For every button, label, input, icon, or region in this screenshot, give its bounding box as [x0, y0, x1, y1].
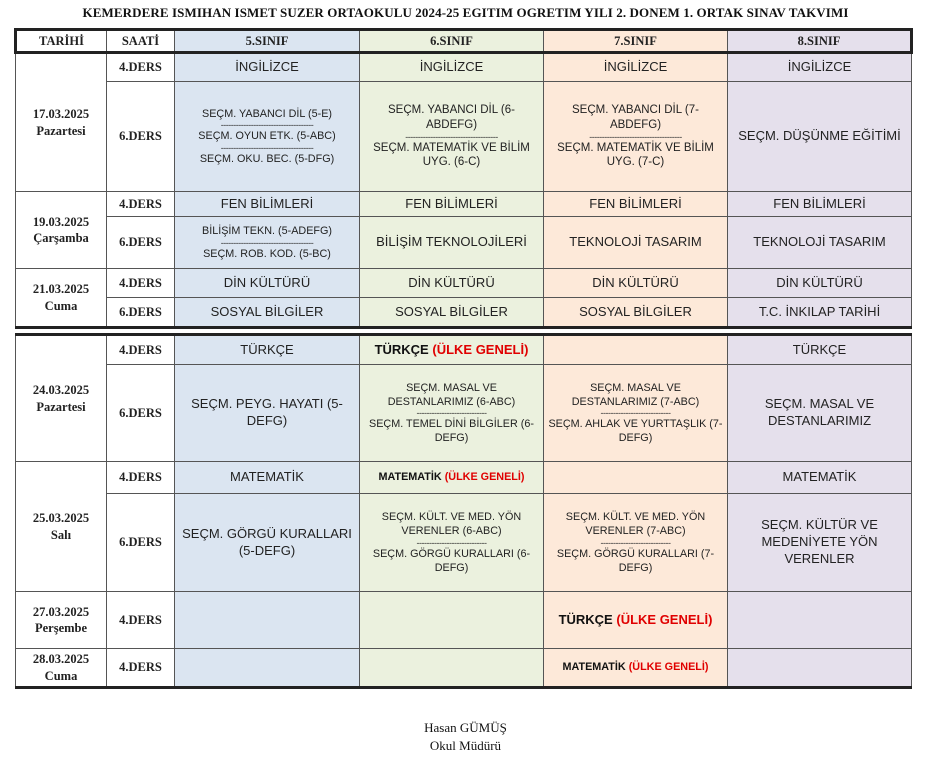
- exam-cell: DİN KÜLTÜRÜ: [544, 269, 728, 298]
- header-grade-8: 8.SINIF: [728, 30, 912, 53]
- exam-cell: [728, 649, 912, 688]
- exam-cell: SEÇM. GÖRGÜ KURALLARI (5-DEFG): [175, 494, 360, 592]
- exam-line: SEÇM. KÜLT. VE MED. YÖN VERENLER (6-ABC): [381, 511, 522, 538]
- date-cell: [16, 462, 107, 592]
- separator: -------------------------------------: [405, 131, 498, 142]
- page-title: KEMERDERE ISMIHAN ISMET SUZER ORTAOKULU 2024-25 EGITIM OGRETIM YILI 2. DONEM 1. ORTAK SINAV TAKVIMI: [82, 5, 849, 20]
- exam-cell: SEÇM. MASAL VE DESTANLARIMIZ: [728, 365, 912, 462]
- date-cell: [16, 53, 107, 192]
- exam-line: SEÇM. TEMEL DİNİ BİLGİLER (6-DEFG): [369, 418, 534, 445]
- period-cell: 6.DERS: [107, 494, 175, 592]
- date-value: 17.03.2025: [32, 107, 90, 122]
- table-row: [16, 53, 912, 82]
- table-row: [16, 217, 912, 269]
- table-row: [16, 365, 912, 462]
- separator: -------------------------------------: [220, 237, 314, 248]
- separator: ----------------------------: [416, 537, 487, 548]
- national-exam-note: (ÜLKE GENELİ): [444, 471, 525, 484]
- exam-cell: DİN KÜLTÜRÜ: [175, 269, 360, 298]
- exam-line: SEÇM. YABANCI DİL (7-ABDEFG): [572, 103, 699, 131]
- exam-line: SEÇM. OYUN ETK. (5-ABC): [198, 130, 336, 143]
- day-name: Cuma: [44, 298, 78, 313]
- exam-line: BİLİŞİM TEKN. (5-ADEFG): [202, 225, 332, 238]
- national-exam-note: (ÜLKE GENELİ): [616, 611, 713, 627]
- header-grade-6: 6.SINIF: [360, 30, 544, 53]
- exam-cell: [728, 592, 912, 649]
- exam-line: SEÇM. MATEMATİK VE BİLİM UYG. (6-C): [373, 141, 530, 169]
- period-cell: 4.DERS: [107, 53, 175, 82]
- exam-line: TÜRKÇE: [558, 611, 613, 627]
- exam-cell: [175, 649, 360, 688]
- exam-cell: TÜRKÇE: [728, 335, 912, 365]
- period-cell: 6.DERS: [107, 82, 175, 192]
- period-cell: 4.DERS: [107, 192, 175, 217]
- exam-cell: [544, 462, 728, 494]
- exam-cell: TEKNOLOJİ TASARIM: [544, 217, 728, 269]
- exam-cell: SOSYAL BİLGİLER: [360, 298, 544, 328]
- exam-cell: [175, 217, 360, 269]
- exam-cell: İNGİLİZCE: [728, 53, 912, 82]
- exam-cell: SEÇM. PEYG. HAYATI (5-DEFG): [175, 365, 360, 462]
- table-row: [16, 192, 912, 217]
- day-name: Perşembe: [34, 621, 88, 635]
- exam-cell: MATEMATİK: [175, 462, 360, 494]
- exam-line: SEÇM. YABANCI DİL (5-E): [202, 108, 332, 121]
- period-cell: 4.DERS: [107, 462, 175, 494]
- signature-role: Okul Müdürü: [429, 738, 502, 753]
- period-cell: 6.DERS: [107, 365, 175, 462]
- exam-line: MATEMATİK: [378, 471, 442, 484]
- national-exam-note: (ÜLKE GENELİ): [432, 341, 529, 357]
- exam-line: SEÇM. ROB. KOD. (5-BC): [203, 247, 331, 260]
- exam-line: SEÇM. OKU. BEC. (5-DFG): [199, 152, 335, 165]
- exam-cell: FEN BİLİMLERİ: [175, 192, 360, 217]
- date-cell: [16, 269, 107, 328]
- header-row: [16, 30, 912, 53]
- exam-cell: [360, 649, 544, 688]
- date-cell: [16, 592, 107, 649]
- exam-cell: [360, 592, 544, 649]
- date-value: 19.03.2025: [32, 214, 90, 229]
- exam-line: SEÇM. MATEMATİK VE BİLİM UYG. (7-C): [557, 141, 714, 169]
- table-row: [16, 335, 912, 365]
- day-name: Pazartesi: [36, 399, 86, 414]
- exam-line: SEÇM. GÖRGÜ KURALLARI (6-DEFG): [372, 547, 531, 574]
- period-cell: 6.DERS: [107, 298, 175, 328]
- separator: ----------------------------: [600, 537, 671, 548]
- exam-cell: SOSYAL BİLGİLER: [544, 298, 728, 328]
- exam-cell: [360, 365, 544, 462]
- exam-cell: İNGİLİZCE: [544, 53, 728, 82]
- table-row: [16, 82, 912, 192]
- day-name: Salı: [50, 527, 72, 542]
- exam-line: MATEMATİK: [562, 661, 626, 674]
- exam-cell: [360, 82, 544, 192]
- exam-line: SEÇM. YABANCI DİL (6-ABDEFG): [388, 103, 515, 131]
- separator: -------------------------------------: [220, 120, 314, 131]
- exam-cell: [544, 335, 728, 365]
- table-row: [16, 298, 912, 328]
- date-value: 21.03.2025: [32, 282, 90, 297]
- national-exam-note: (ÜLKE GENELİ): [628, 661, 709, 674]
- exam-cell: SEÇM. DÜŞÜNME EĞİTİMİ: [728, 82, 912, 192]
- exam-line: TÜRKÇE: [374, 341, 429, 357]
- period-cell: 4.DERS: [107, 592, 175, 649]
- exam-line: SEÇM. MASAL VE DESTANLARIMIZ (6-ABC): [387, 381, 516, 408]
- exam-cell: [360, 494, 544, 592]
- separator: ----------------------------: [416, 408, 487, 418]
- period-cell: 4.DERS: [107, 269, 175, 298]
- table-row: [16, 269, 912, 298]
- period-cell: 4.DERS: [107, 335, 175, 365]
- date-cell: [16, 335, 107, 462]
- exam-cell: [175, 82, 360, 192]
- day-name: Çarşamba: [33, 231, 89, 245]
- table-row: [16, 649, 912, 688]
- exam-cell: SEÇM. KÜLTÜR VE MEDENİYETE YÖN VERENLER: [728, 494, 912, 592]
- exam-cell: İNGİLİZCE: [360, 53, 544, 82]
- section-gap: [16, 328, 912, 335]
- date-cell: [16, 649, 107, 688]
- day-name: Pazartesi: [36, 123, 86, 138]
- separator: -------------------------------------: [589, 131, 682, 142]
- exam-line: SEÇM. AHLAK VE YURTTAŞLIK (7-DEFG): [548, 418, 723, 445]
- header-grade-7: 7.SINIF: [544, 30, 728, 53]
- separator: ----------------------------: [600, 408, 671, 418]
- header-time: SAATİ: [107, 30, 175, 53]
- exam-cell: [544, 649, 728, 688]
- table-row: [16, 462, 912, 494]
- exam-cell: DİN KÜLTÜRÜ: [728, 269, 912, 298]
- exam-cell: DİN KÜLTÜRÜ: [360, 269, 544, 298]
- period-cell: 6.DERS: [107, 217, 175, 269]
- exam-cell: BİLİŞİM TEKNOLOJİLERİ: [360, 217, 544, 269]
- date-value: 28.03.2025: [32, 652, 90, 667]
- exam-cell: TEKNOLOJİ TASARIM: [728, 217, 912, 269]
- exam-line: SEÇM. KÜLT. VE MED. YÖN VERENLER (7-ABC): [565, 511, 706, 538]
- exam-cell: FEN BİLİMLERİ: [360, 192, 544, 217]
- exam-cell: [544, 82, 728, 192]
- signature-name: Hasan GÜMÜŞ: [424, 720, 507, 735]
- exam-cell: [360, 335, 544, 365]
- exam-cell: [544, 365, 728, 462]
- date-value: 25.03.2025: [32, 511, 90, 526]
- date-cell: [16, 192, 107, 269]
- exam-schedule-table: [14, 28, 913, 689]
- exam-cell: [175, 592, 360, 649]
- table-row: [16, 592, 912, 649]
- exam-cell: TÜRKÇE: [175, 335, 360, 365]
- exam-cell: SOSYAL BİLGİLER: [175, 298, 360, 328]
- day-name: Cuma: [44, 668, 78, 683]
- exam-cell: İNGİLİZCE: [175, 53, 360, 82]
- period-cell: 4.DERS: [107, 649, 175, 688]
- table-row: [16, 494, 912, 592]
- exam-cell: [544, 494, 728, 592]
- exam-cell: FEN BİLİMLERİ: [544, 192, 728, 217]
- header-date: TARİHİ: [16, 30, 107, 53]
- exam-cell: [360, 462, 544, 494]
- exam-cell: FEN BİLİMLERİ: [728, 192, 912, 217]
- separator: -------------------------------------: [220, 142, 314, 153]
- date-value: 24.03.2025: [32, 383, 90, 398]
- exam-line: SEÇM. GÖRGÜ KURALLARI (7-DEFG): [556, 547, 715, 574]
- exam-cell: T.C. İNKILAP TARİHİ: [728, 298, 912, 328]
- exam-cell: MATEMATİK: [728, 462, 912, 494]
- exam-line: SEÇM. MASAL VE DESTANLARIMIZ (7-ABC): [571, 381, 700, 408]
- exam-cell: [544, 592, 728, 649]
- header-grade-5: 5.SINIF: [175, 30, 360, 53]
- date-value: 27.03.2025: [32, 604, 90, 619]
